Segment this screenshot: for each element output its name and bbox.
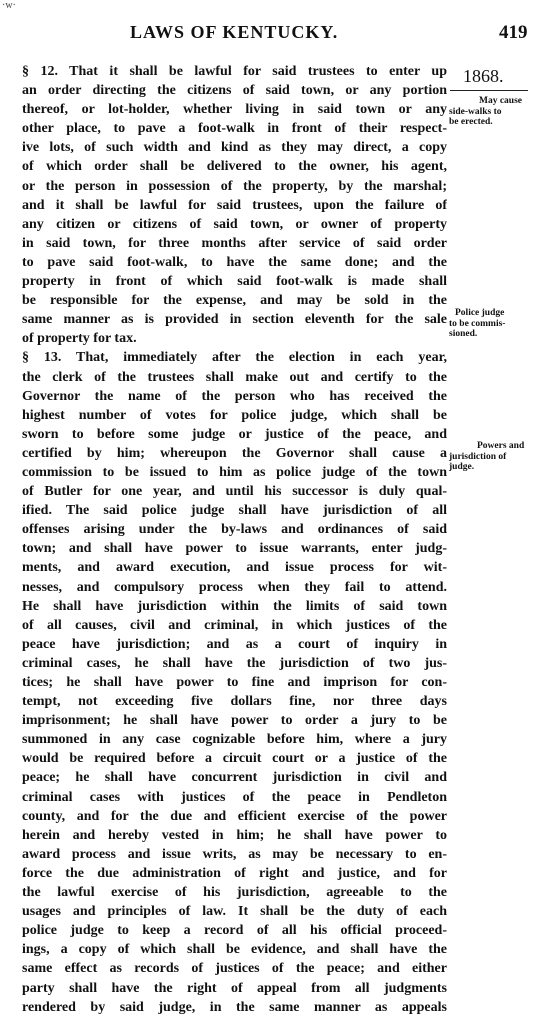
text-line: criminal cases with justices of the peace in Pendleton bbox=[22, 789, 447, 805]
text-line: usages and principles of law. It shall be the duty of each bbox=[22, 904, 447, 920]
text-line: certified by him; whereupon the Governor shall cause a bbox=[22, 445, 447, 461]
text-line: rendered by said judge, in the same manner as appeals bbox=[22, 999, 447, 1015]
text-line: sworn to before some judge or justice of the peace, and bbox=[22, 426, 447, 442]
text-line: or the person in possession of the property, by the marshal; bbox=[22, 178, 447, 194]
text-line: police judge to keep a record of all his official proceed- bbox=[22, 923, 447, 939]
text-line: ings, a copy of which shall be evidence, and shall have the bbox=[22, 942, 447, 958]
text-line: any citizen or citizens of said town, or owner of property bbox=[22, 216, 447, 232]
text-line: county, and for the due and efficient exercise of the power bbox=[22, 808, 447, 824]
margin-year: 1868. bbox=[463, 66, 504, 86]
text-line: of property for tax. bbox=[22, 331, 137, 347]
text-line: § 12. That it shall be lawful for said trustees to enter up bbox=[22, 64, 447, 79]
margin-note-line: be erected. bbox=[449, 117, 493, 127]
text-line: He shall have jurisdiction within the limits of said town bbox=[22, 598, 447, 614]
text-line: party shall have the right of appeal from all judgments bbox=[22, 980, 447, 996]
text-line: same manner as is provided in section eleventh for the sale bbox=[22, 312, 447, 328]
margin-note-line: Powers and bbox=[477, 441, 525, 451]
margin-note-powers bbox=[449, 441, 529, 473]
margin-note-line: May cause bbox=[479, 96, 523, 106]
corner-mark: ·w· bbox=[2, 0, 16, 11]
text-line: an order directing the citizens of said town, or any portion bbox=[22, 83, 447, 99]
text-line: of Butler for one year, and until his successor is duly qual- bbox=[22, 484, 447, 500]
text-line: tempt, not exceeding five dollars fine, nor three days bbox=[22, 694, 447, 710]
text-line: ive lots, of such width and kind as they may direct, a copy bbox=[22, 140, 447, 156]
text-line: ments, and award execution, and issue process for wit- bbox=[22, 560, 447, 576]
text-line: criminal cases, he shall have the jurisdiction of two jus- bbox=[22, 655, 447, 671]
text-line: thereof, or lot-holder, whether living in said town or any bbox=[22, 102, 447, 118]
text-line: force the due administration of right and justice, and for bbox=[22, 865, 447, 881]
text-line: property in front of which said foot-walk is made shall bbox=[22, 274, 447, 290]
text-line: Governor the name of the person who has received the bbox=[22, 388, 447, 404]
text-line: in said town, for three months after service of said order bbox=[22, 235, 447, 251]
text-line: to pave said foot-walk, to have the same done; and the bbox=[22, 254, 447, 270]
page-header bbox=[0, 22, 555, 46]
text-line: herein and hereby vested in him; he shall have power to bbox=[22, 827, 447, 843]
margin-note-line: judge. bbox=[449, 462, 475, 472]
text-line: § 13. That, immediately after the election in each year, bbox=[22, 350, 447, 366]
margin-note-line: sioned. bbox=[449, 329, 478, 339]
text-line: offenses arising under the by-laws and ordinances of said bbox=[22, 522, 447, 538]
margin-note-line: jurisdiction of bbox=[449, 451, 507, 462]
page-number: 419 bbox=[499, 22, 528, 43]
text-line: imprisonment; he shall have power to order a jury to be bbox=[22, 713, 447, 729]
text-line: award process and issue writs, as may be necessary to en- bbox=[22, 846, 447, 862]
text-line: peace have jurisdiction; and as a court of inquiry in bbox=[22, 636, 447, 652]
text-line: tices; he shall have power to fine and imprison for con- bbox=[22, 675, 447, 690]
margin-note-police-judge bbox=[449, 308, 529, 340]
text-line: be responsible for the expense, and may be sold in the bbox=[22, 293, 447, 309]
running-title: LAWS OF KENTUCKY. bbox=[130, 22, 339, 42]
text-line: of all causes, civil and criminal, in which justices of the bbox=[22, 617, 447, 633]
text-line: and it shall be lawful for said trustees, upon the failure of bbox=[22, 197, 447, 213]
body-text bbox=[22, 62, 447, 1017]
text-line: commission to be issued to him as police judge of the town bbox=[22, 464, 447, 480]
text-line: would be required before a circuit court or a justice of the bbox=[22, 751, 447, 767]
margin-note-sidewalks bbox=[449, 96, 529, 128]
text-line: ified. The said police judge shall have jurisdiction of all bbox=[22, 503, 447, 519]
year-rule-divider bbox=[450, 90, 528, 91]
text-line: the lawful exercise of his jurisdiction, agreeable to the bbox=[22, 885, 447, 901]
text-line: of which order shall be delivered to the owner, his agent, bbox=[22, 159, 447, 175]
text-line: summoned in any case cognizable before him, where a jury bbox=[22, 732, 447, 748]
text-line: peace; he shall have concurrent jurisdiction in civil and bbox=[22, 770, 447, 786]
margin-note-line: side-walks to bbox=[449, 106, 502, 117]
text-line: other place, to pave a foot-walk in front of their respect- bbox=[22, 121, 447, 137]
text-line: town; and shall have power to issue warrants, enter judg- bbox=[22, 541, 447, 557]
text-line: nesses, and compulsory process when they fail to attend. bbox=[22, 579, 447, 595]
text-line: the clerk of the trustees shall make out and certify to the bbox=[22, 369, 447, 385]
text-line: highest number of votes for police judge, which shall be bbox=[22, 407, 447, 423]
margin-note-line: to be commis- bbox=[449, 318, 506, 329]
margin-note-line: Police judge bbox=[455, 308, 505, 318]
text-line: same effect as records of justices of the peace; and either bbox=[22, 961, 447, 977]
